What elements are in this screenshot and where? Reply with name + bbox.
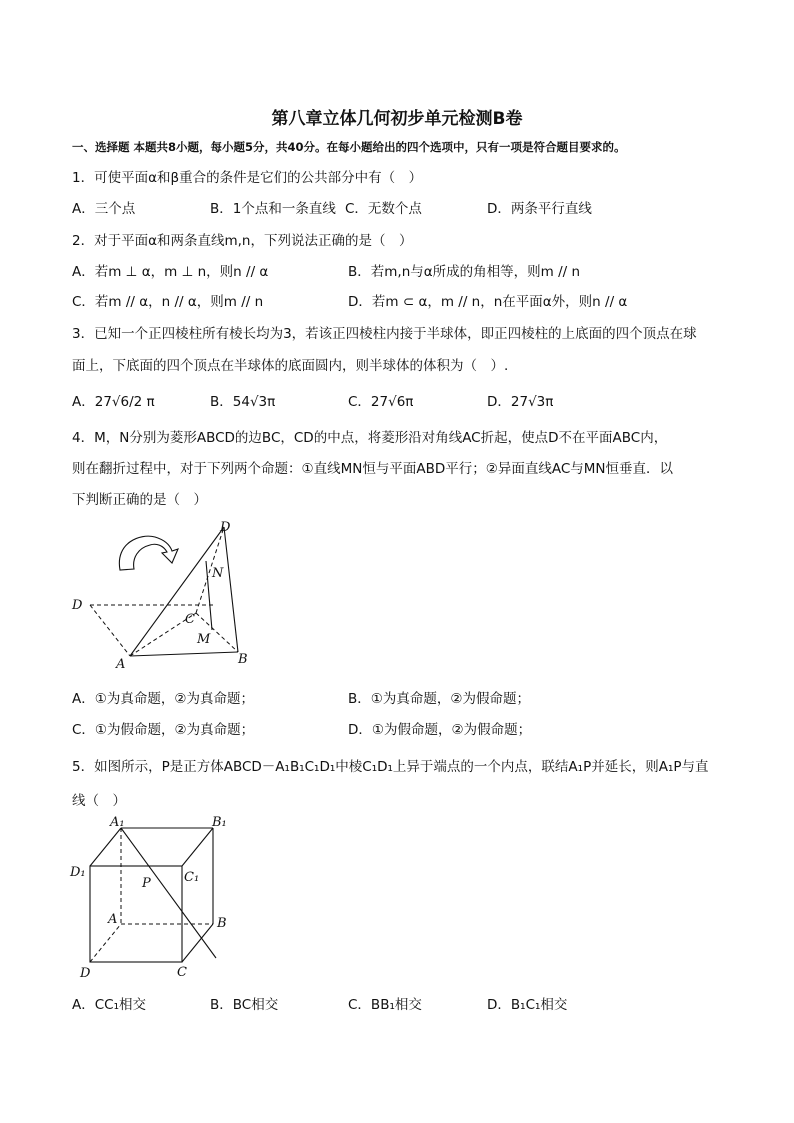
label-d-top: D: [220, 520, 231, 535]
label-m: M: [197, 632, 211, 647]
q3-option-c: C．27√6π: [348, 394, 414, 410]
q5-option-d: D．B₁C₁相交: [487, 997, 568, 1013]
label-n: N: [212, 566, 224, 581]
q4-stem-line3: 下判断正确的是（ ）: [72, 492, 207, 508]
label-d-left: D: [72, 598, 83, 613]
q5-stem-line2: 线（ ）: [72, 793, 126, 809]
q1-option-a: A．三个点: [72, 201, 136, 217]
q4-option-a: A．①为真命题，②为真命题；: [72, 691, 254, 707]
q3-option-a: A．27√6/2 π: [72, 394, 155, 410]
label-d1: D₁: [70, 865, 86, 880]
q1-option-b: B．1个点和一条直线: [210, 201, 336, 217]
q3-option-b: B．54√3π: [210, 394, 276, 410]
q2-option-d: D．若m ⊂ α，m // n，n在平面α外，则n // α: [348, 294, 628, 310]
label-p: P: [142, 876, 151, 891]
q4-option-b: B．①为真命题，②为假命题；: [348, 691, 530, 707]
label-b1: B₁: [212, 815, 227, 830]
q4-figure: [60, 515, 270, 675]
q5-cube-figure: [66, 810, 246, 985]
q5-option-b: B．BC相交: [210, 997, 279, 1013]
page-title: 第八章立体几何初步单元检测B卷: [271, 109, 523, 129]
fold-arrow-icon: [119, 536, 178, 570]
label-c: C: [177, 965, 187, 980]
label-c1: C₁: [184, 870, 200, 885]
q4-option-d: D．①为假命题，②为假命题；: [348, 722, 532, 738]
q2-option-c: C．若m // α，n // α，则m // n: [72, 294, 264, 310]
label-a: A: [116, 657, 126, 672]
q5-stem-line1: 5．如图所示，P是正方体ABCD－A₁B₁C₁D₁中棱C₁D₁上异于端点的一个内点，联结A₁P并延长，则A₁P与直: [72, 759, 709, 775]
q3-stem-line1: 3．已知一个正四棱柱所有棱长均为3，若该正四棱柱内接于半球体，即正四棱柱的上底面的四个顶点在球: [72, 326, 697, 342]
label-a: A: [108, 912, 118, 927]
section-heading: 一、选择题 本题共8小题，每小题5分，共40分。在每小题给出的四个选项中，只有一项是符合题目要求的。: [72, 140, 626, 154]
q1-option-d: D．两条平行直线: [487, 201, 592, 217]
q4-stem-line1: 4．M，N分别为菱形ABCD的边BC，CD的中点，将菱形沿对角线AC折起，使点D不在平面ABC内，: [72, 430, 668, 446]
label-d: D: [80, 966, 91, 981]
q4-option-c: C．①为假命题，②为真命题；: [72, 722, 255, 738]
label-c: C: [185, 612, 195, 627]
label-a1: A₁: [110, 815, 125, 830]
q1-option-c: C．无数个点: [345, 201, 422, 217]
q3-option-d: D．27√3π: [487, 394, 554, 410]
label-b: B: [217, 916, 227, 931]
q2-stem: 2．对于平面α和两条直线m,n，下列说法正确的是（ ）: [72, 233, 413, 249]
q1-stem: 1．可使平面α和β重合的条件是它们的公共部分中有（ ）: [72, 170, 423, 186]
q4-stem-line2: 则在翻折过程中，对于下列两个命题：①直线MN恒与平面ABD平行；②异面直线AC与MN恒垂直．以: [72, 461, 674, 477]
q5-option-c: C．BB₁相交: [348, 997, 422, 1013]
label-b: B: [238, 652, 248, 667]
q3-stem-line2: 面上，下底面的四个顶点在半球体的底面圆内，则半球体的体积为（ ）.: [72, 358, 509, 374]
q2-option-a: A．若m ⊥ α，m ⊥ n，则n // α: [72, 264, 269, 280]
q5-option-a: A．CC₁相交: [72, 997, 146, 1013]
q2-option-b: B．若m,n与α所成的角相等，则m // n: [348, 264, 581, 280]
